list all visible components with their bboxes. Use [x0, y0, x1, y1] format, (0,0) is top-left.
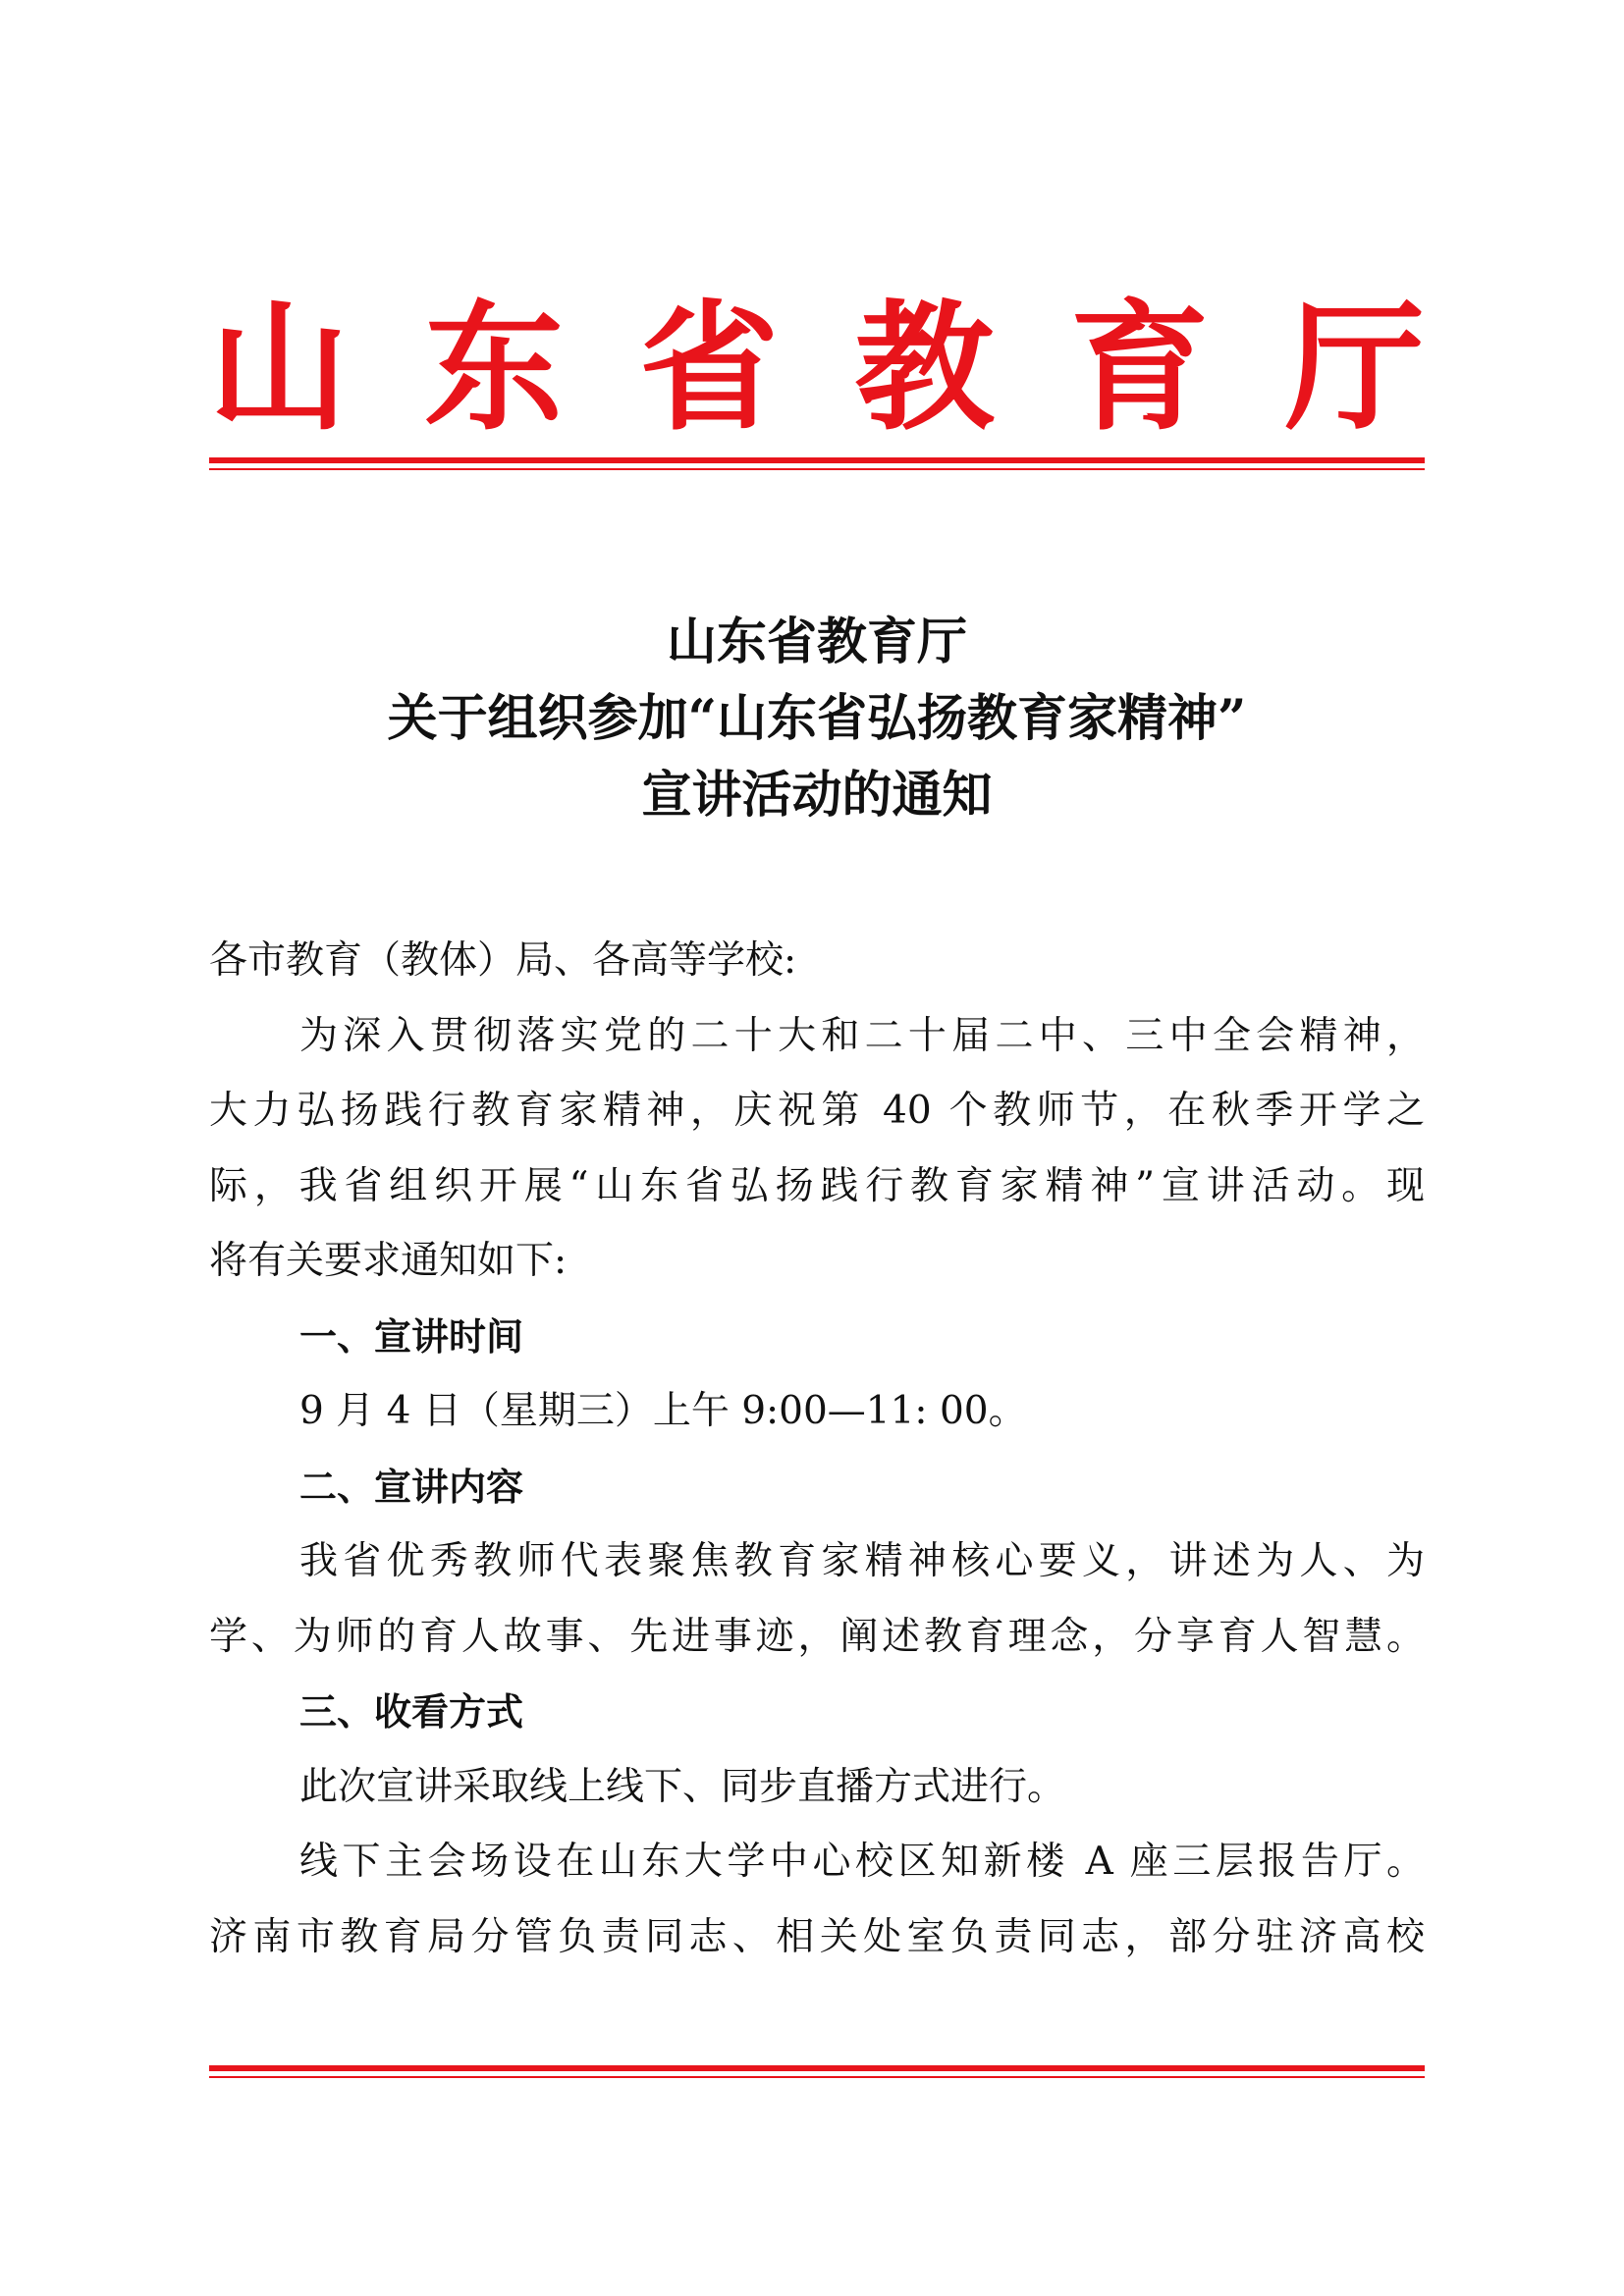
masthead-char: 育: [1069, 287, 1210, 450]
paragraph-line: 大力弘扬践行教育家精神，庆祝第 40 个教师节，在秋季开学之: [209, 1089, 1425, 1133]
footer-double-rule: [209, 2065, 1425, 2078]
masthead-char: 教: [854, 287, 995, 450]
section-heading-viewing: 三、收看方式: [299, 1690, 524, 1734]
masthead-char: 省: [639, 287, 780, 450]
footer-rule-thick: [209, 2065, 1425, 2071]
title-line-3: 宣讲活动的通知: [641, 766, 993, 825]
masthead-char: 东: [424, 287, 565, 450]
paragraph-line: 线下主会场设在山东大学中心校区知新楼 A 座三层报告厅。: [299, 1840, 1425, 1884]
paragraph-line: 将有关要求通知如下:: [209, 1239, 568, 1283]
masthead-char: 厅: [1284, 287, 1425, 450]
section-heading-content: 二、宣讲内容: [299, 1465, 524, 1509]
document-title: [209, 604, 1425, 833]
section-heading-time: 一、宣讲时间: [299, 1314, 524, 1359]
masthead-char: 山: [209, 287, 349, 450]
paragraph-line: 济南市教育局分管负责同志、相关处室负责同志，部分驻济高校: [209, 1914, 1425, 1959]
masthead-title: [209, 287, 1425, 450]
header-rule-thick: [209, 457, 1425, 463]
header-double-rule: [209, 457, 1425, 470]
paragraph-line: 我省优秀教师代表聚焦教育家精神核心要义，讲述为人、为: [299, 1539, 1425, 1583]
paragraph-line: 学、为师的育人故事、先进事迹，阐述教育理念，分享育人智慧。: [209, 1614, 1425, 1659]
footer-rule-thin: [209, 2076, 1425, 2078]
title-line-2: 关于组织参加“山东省弘扬教育家精神”: [387, 689, 1247, 748]
paragraph-line: 际，我省组织开展“山东省弘扬践行教育家精神”宣讲活动。现: [209, 1163, 1425, 1208]
paragraph-line: 9 月 4 日（星期三）上午 9:00—11: 00。: [299, 1389, 1027, 1433]
paragraph-line: 此次宣讲采取线上线下、同步直播方式进行。: [299, 1764, 1066, 1809]
salutation: 各市教育（教体）局、各高等学校:: [209, 938, 797, 983]
paragraph-line: 为深入贯彻落实党的二十大和二十届二中、三中全会精神，: [299, 1013, 1425, 1058]
title-line-1: 山东省教育厅: [666, 613, 967, 671]
document-body: [209, 924, 1425, 1975]
header-rule-thin: [209, 468, 1425, 470]
